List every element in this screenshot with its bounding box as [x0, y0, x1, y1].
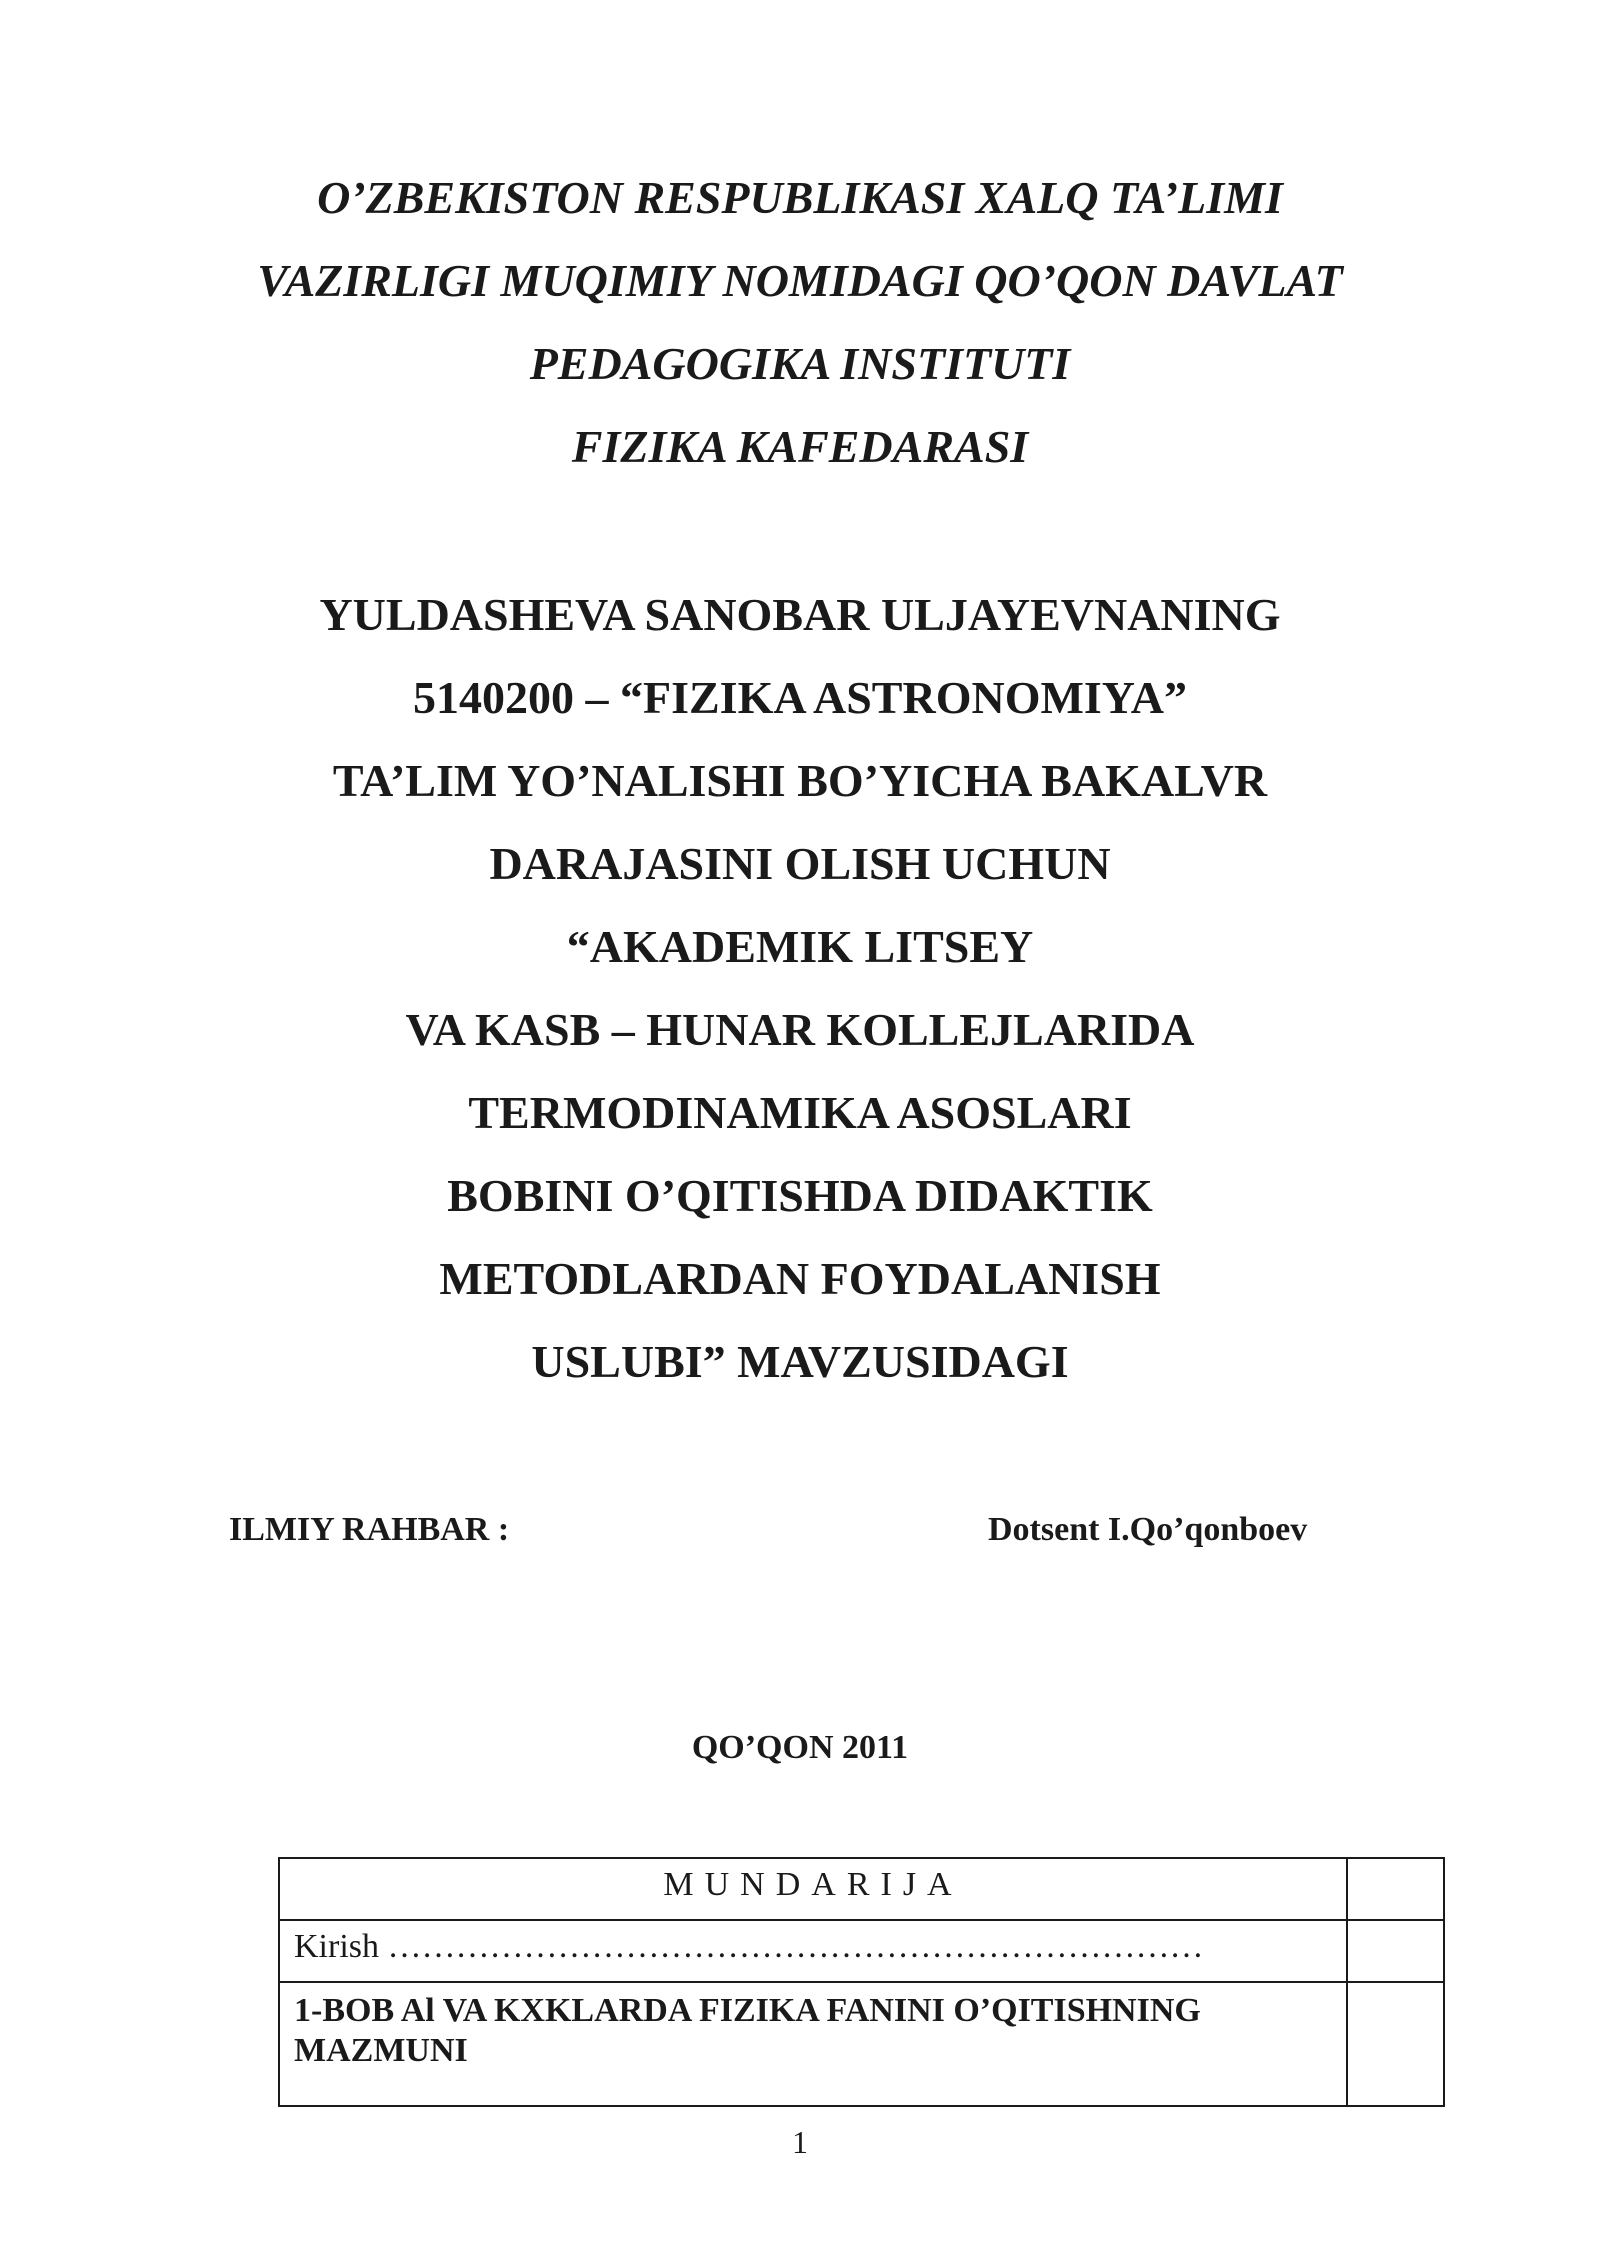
- thesis-line-8: BOBINI O’QITISHDA DIDAKTIK: [447, 1170, 1153, 1221]
- institution-line-3: PEDAGOGIKA INSTITUTI: [529, 338, 1071, 389]
- thesis-line-1: YULDASHEVA SANOBAR ULJAYEVNANING: [319, 589, 1281, 640]
- thesis-line-6: VA KASB – HUNAR KOLLEJLARIDA: [405, 1004, 1195, 1055]
- contents-entry-intro: Kirish ………………………………………………………………: [279, 1920, 1347, 1982]
- thesis-line-5: “AKADEMIK LITSEY: [566, 921, 1034, 972]
- contents-row: [279, 1920, 1444, 1982]
- contents-page-cell: [1347, 1982, 1444, 2106]
- advisor-name: Dotsent I.Qo’qonboev: [988, 1511, 1308, 1548]
- contents-page-cell: [1347, 1858, 1444, 1920]
- thesis-line-3: TA’LIM YO’NALISHI BO’YICHA BAKALVR: [332, 755, 1268, 806]
- advisor-label: ILMIY RAHBAR :: [229, 1511, 510, 1548]
- contents-heading: MUNDARIJA: [279, 1858, 1347, 1920]
- page-number: 1: [792, 2124, 808, 2160]
- contents-entry-chapter-1: 1-BOB Al VA KXKLARDA FIZIKA FANINI O’QITISHNING MAZMUNI: [279, 1982, 1347, 2106]
- contents-page-cell: [1347, 1920, 1444, 1982]
- thesis-line-7: TERMODINAMIKA ASOSLARI: [468, 1087, 1132, 1138]
- contents-row: [279, 1982, 1444, 2106]
- institution-line-2: VAZIRLIGI MUQIMIY NOMIDAGI QO’QON DAVLAT: [257, 255, 1343, 306]
- contents-table: [278, 1857, 1445, 2107]
- institution-line-1: O’ZBEKISTON RESPUBLIKASI XALQ TA’LIMI: [317, 172, 1283, 223]
- thesis-line-4: DARAJASINI OLISH UCHUN: [489, 838, 1111, 889]
- place-year: QO’QON 2011: [691, 1729, 909, 1766]
- contents-heading-row: [279, 1858, 1444, 1920]
- institution-line-4: FIZIKA KAFEDARASI: [571, 421, 1029, 472]
- thesis-line-9: METODLARDAN FOYDALANISH: [439, 1253, 1161, 1304]
- thesis-line-10: USLUBI” MAVZUSIDAGI: [531, 1336, 1069, 1387]
- thesis-line-2: 5140200 – “FIZIKA ASTRONOMIYA”: [412, 672, 1188, 723]
